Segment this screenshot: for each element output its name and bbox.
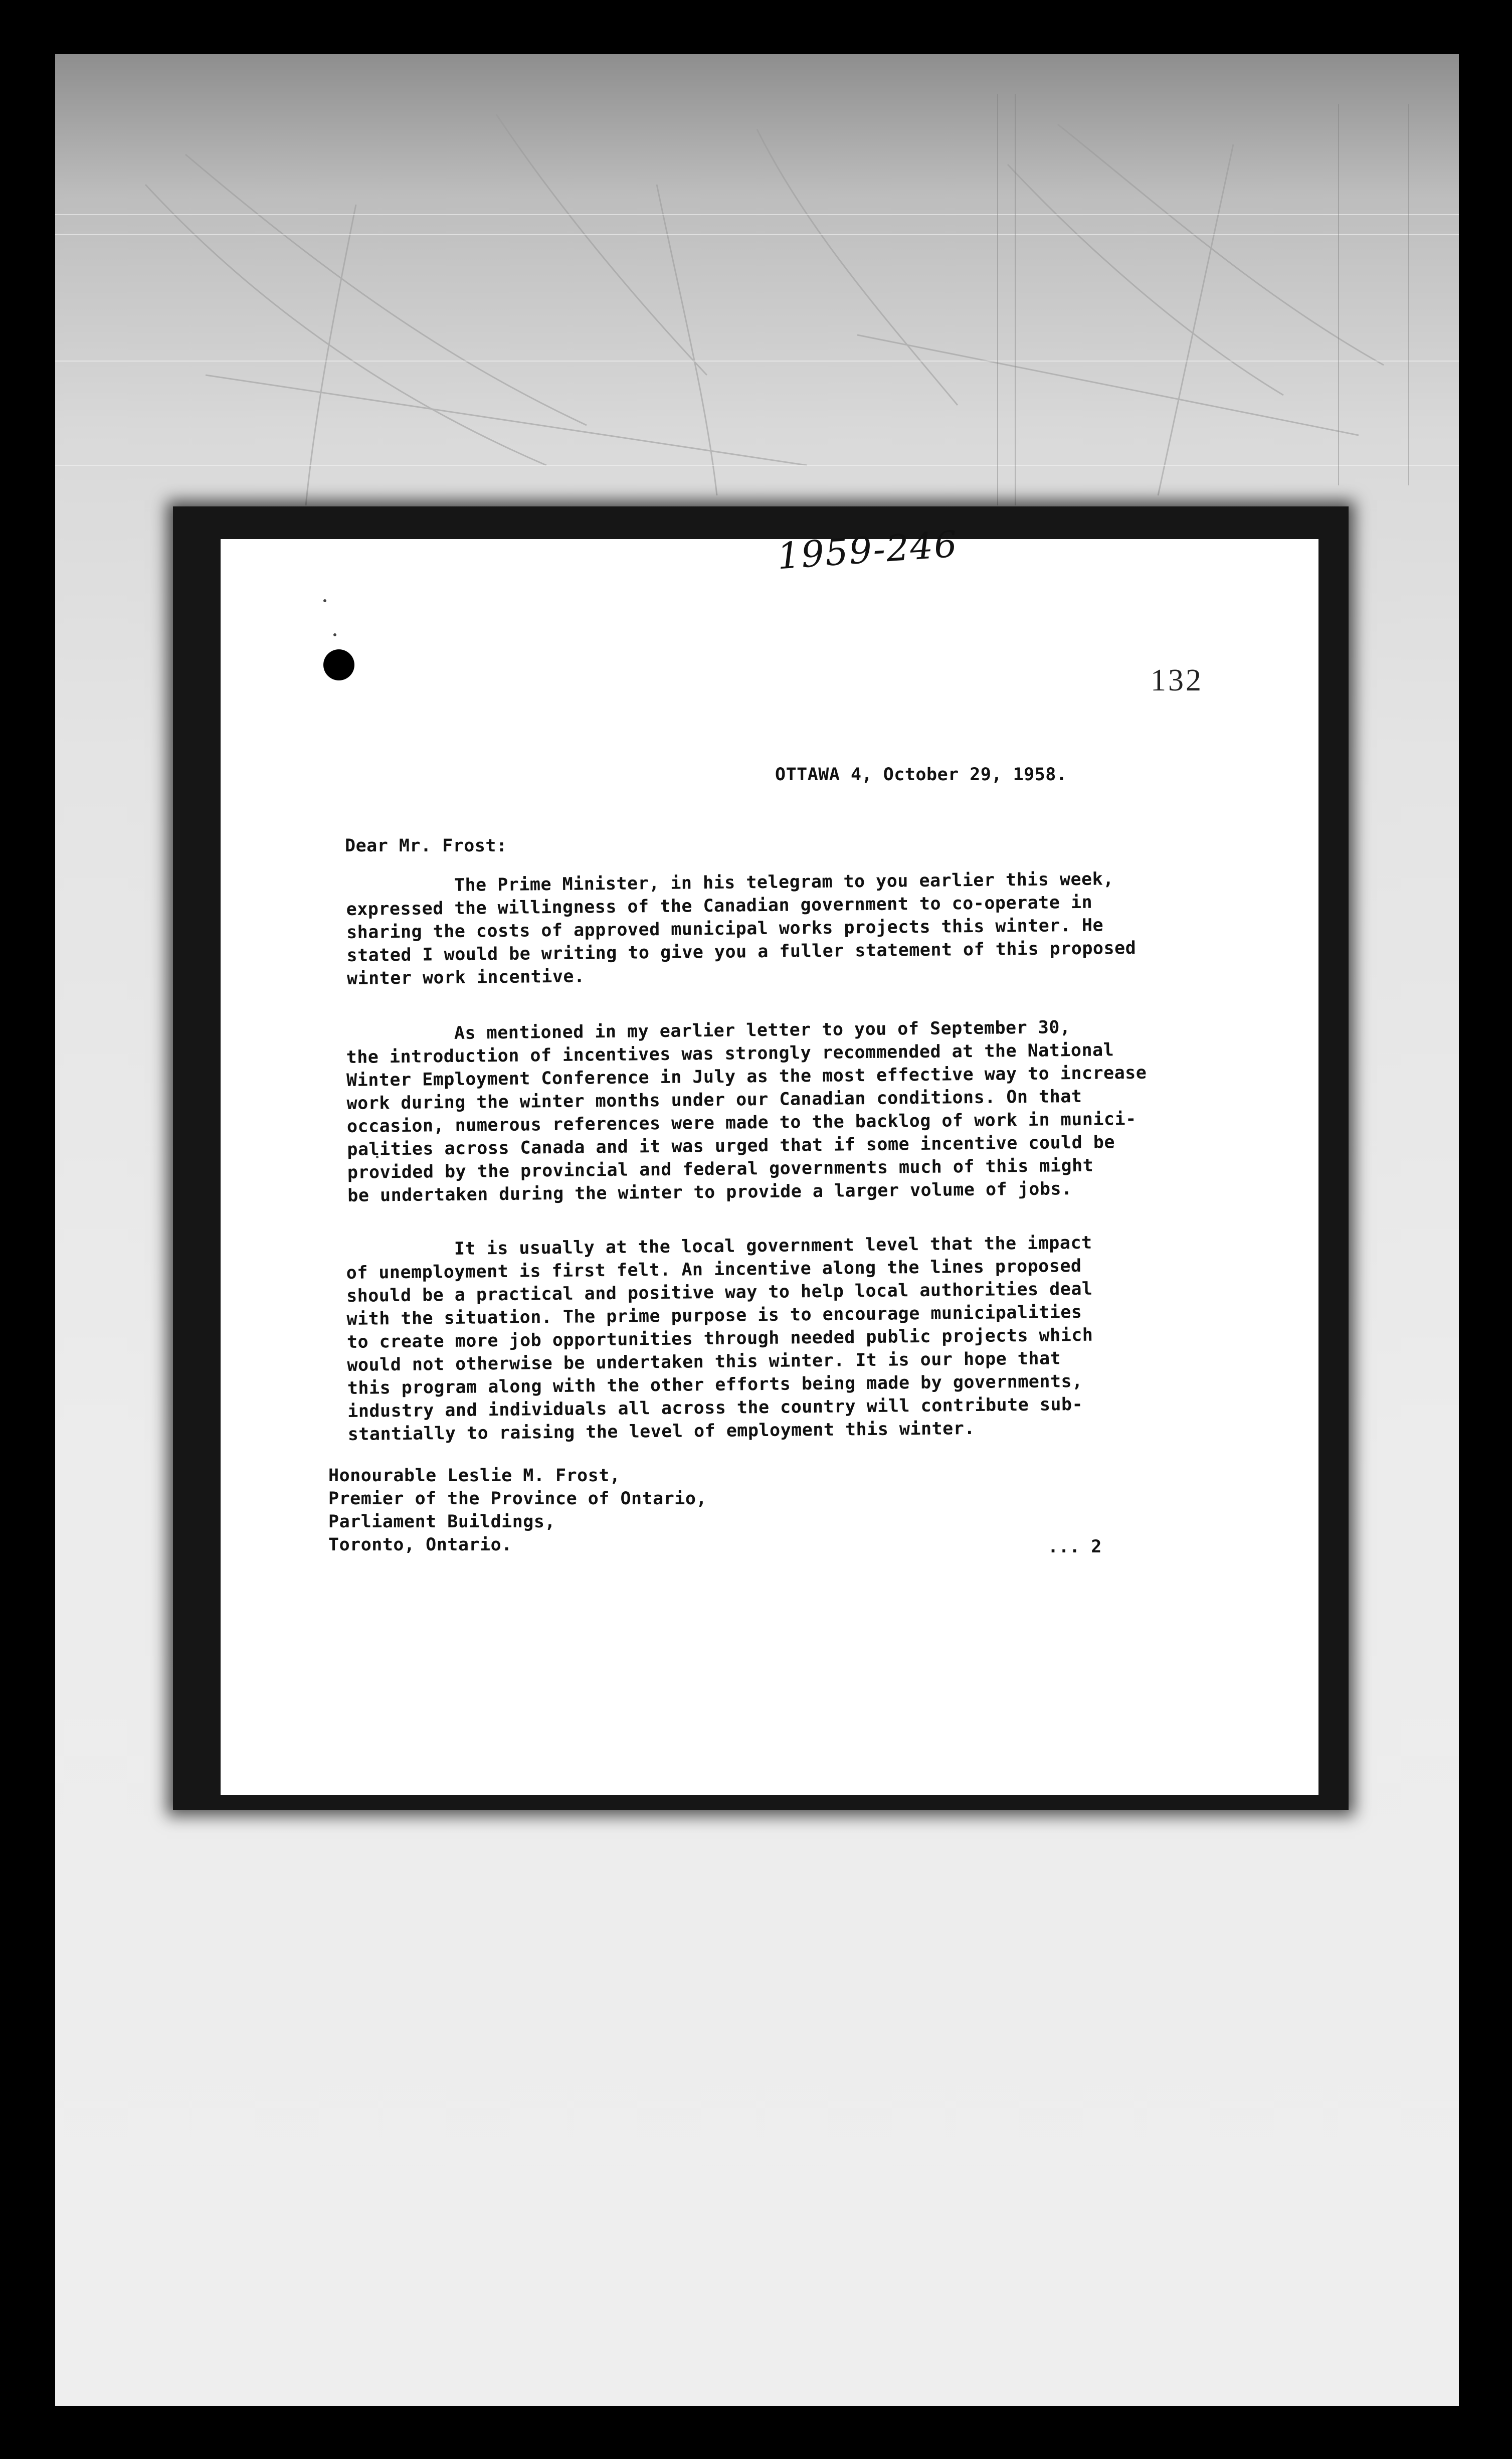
paragraph-line: occasion, numerous references were made to the backlog of work in munici- (346, 1109, 1137, 1137)
salutation: Dear Mr. Frost: (345, 836, 507, 856)
paragraph-1 (346, 867, 1137, 990)
paragraph-3 (346, 1232, 1094, 1446)
paragraph-line: provided by the provincial and federal governments much of this might (347, 1155, 1094, 1183)
addressee-line: Parliament Buildings, (328, 1512, 556, 1532)
addressee-line: Toronto, Ontario. (328, 1535, 512, 1555)
paragraph-line: the introduction of incentives was strongly recommended at the National (346, 1040, 1114, 1068)
addressee-line: Honourable Leslie M. Frost, (328, 1466, 621, 1486)
continuation-marker: ... 2 (1048, 1537, 1102, 1557)
addressee-block (328, 1464, 707, 1556)
dateline: OTTAWA 4, October 29, 1958. (775, 765, 1067, 785)
paragraph-line: As mentioned in my earlier letter to you of September 30, (346, 1017, 1071, 1044)
film-speck (333, 633, 336, 636)
paragraph-line: this program along with the other efforts being made by governments, (347, 1371, 1083, 1398)
paragraph-line: industry and individuals all across the country will contribute sub- (347, 1394, 1083, 1422)
paragraph-line: stated I would be writing to give you a fuller statement of this proposed (346, 938, 1137, 966)
paragraph-line: should be a practical and positive way to help local authorities deal (346, 1279, 1093, 1306)
paragraph-line: The Prime Minister, in his telegram to you earlier this week, (346, 869, 1114, 897)
paragraph-line: sharing the costs of approved municipal works projects this winter. He (346, 915, 1104, 943)
paragraph-line: winter work incentive. (346, 966, 585, 989)
paragraph-line: to create more job opportunities through needed public projects which (346, 1325, 1093, 1352)
punch-hole (323, 649, 354, 680)
paragraph-line: It is usually at the local government level that the impact (346, 1233, 1092, 1260)
paragraph-line: palities across Canada and it was urged that if some incentive could be (347, 1132, 1115, 1160)
paragraph-line: with the situation. The prime purpose is to encourage municipalities (346, 1302, 1082, 1329)
film-speck (323, 599, 326, 602)
addressee-line: Premier of the Province of Ontario, (328, 1489, 707, 1509)
letter-page (221, 522, 1318, 1795)
paragraph-2 (346, 1015, 1148, 1207)
paragraph-line: expressed the willingness of the Canadian government to co-operate in (346, 892, 1093, 920)
page-number: 132 (1151, 663, 1203, 697)
archive-reference-number: 1959-246 (776, 522, 960, 578)
paragraph-line: work during the winter months under our Canadian conditions. On that (346, 1086, 1082, 1114)
paragraph-line: would not otherwise be undertaken this winter. It is our hope that (347, 1348, 1061, 1375)
paragraph-line: Winter Employment Conference in July as the most effective way to increase (346, 1063, 1147, 1091)
paragraph-line: stantially to raising the level of employment this winter. (347, 1418, 976, 1445)
paragraph-line: of unemployment is first felt. An incentive along the lines proposed (346, 1256, 1082, 1283)
paragraph-line: be undertaken during the winter to provide a larger volume of jobs. (347, 1179, 1072, 1206)
